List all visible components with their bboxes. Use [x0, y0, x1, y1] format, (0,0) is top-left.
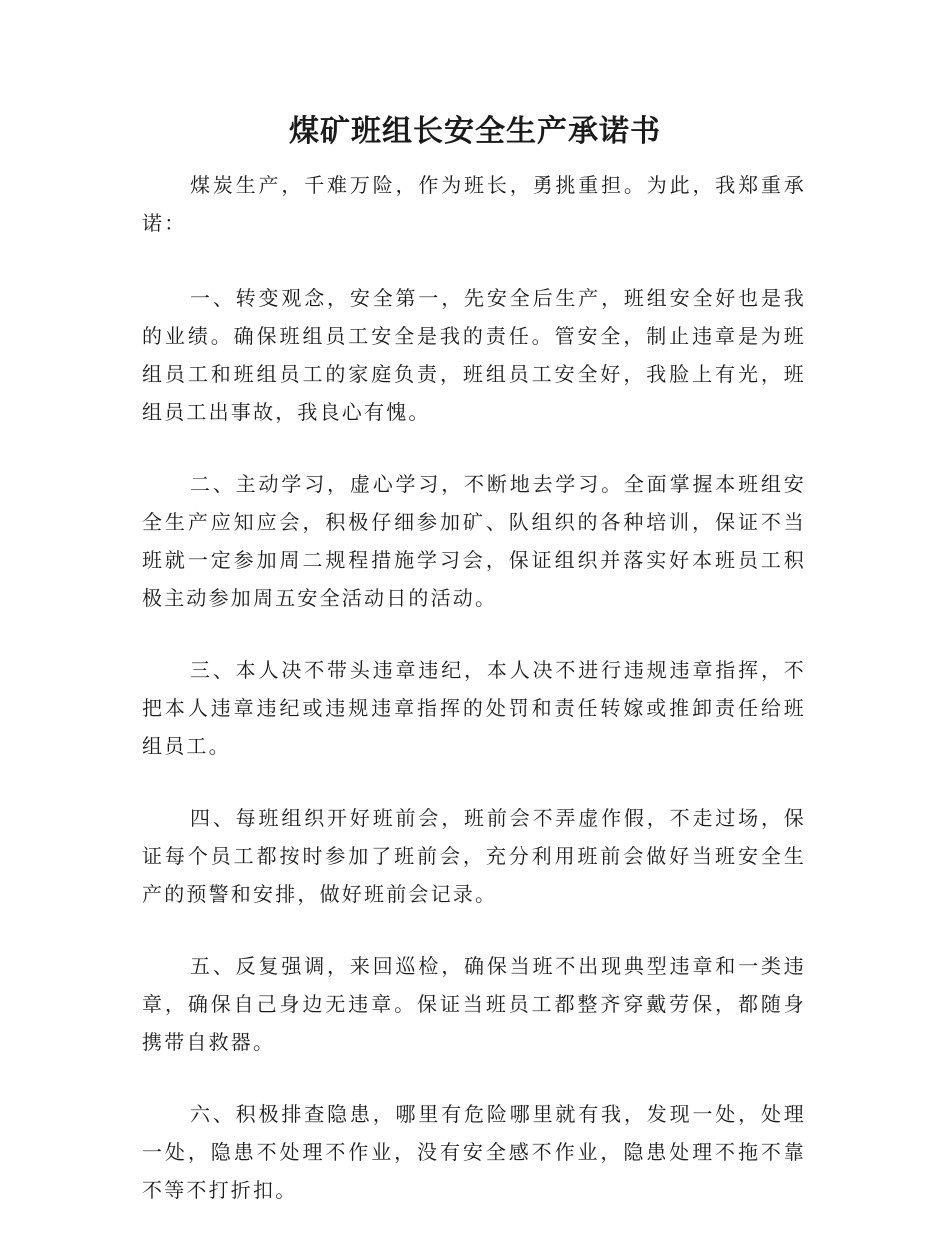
commitment-item-2: 二、主动学习，虚心学习，不断地去学习。全面掌握本班组安全生产应知应会，积极仔细参加矿、队组织的各种培训，保证不当班就一定参加周二规程措施学习会，保证组织并落实好本班员工积极主动参加周五安全活动日的活动。: [142, 472, 806, 610]
document-body: [142, 166, 806, 1243]
commitment-item-3: 三、本人决不带头违章违纪，本人决不进行违规违章指挥，不把本人违章违纪或违规违章指挥的处罚和责任转嫁或推卸责任给班组员工。: [142, 658, 806, 758]
commitment-item-1: 一、转变观念，安全第一，先安全后生产，班组安全好也是我的业绩。确保班组员工安全是我的责任。管安全，制止违章是为班组员工和班组员工的家庭负责，班组员工安全好，我脸上有光，班组员工出事故，我良心有愧。: [142, 286, 806, 424]
commitment-item-5: 五、反复强调，来回巡检，确保当班不出现典型违章和一类违章，确保自己身边无违章。保证当班员工都整齐穿戴劳保，都随身携带自救器。: [142, 954, 806, 1054]
commitment-item-6: 六、积极排查隐患，哪里有危险哪里就有我，发现一处，处理一处，隐患不处理不作业，没有安全感不作业，隐患处理不拖不靠不等不打折扣。: [142, 1102, 806, 1202]
commitment-item-4: 四、每班组织开好班前会，班前会不弄虚作假，不走过场，保证每个员工都按时参加了班前会，充分利用班前会做好当班安全生产的预警和安排，做好班前会记录。: [142, 806, 806, 906]
intro-paragraph: 煤炭生产，千难万险，作为班长，勇挑重担。为此，我郑重承诺：: [142, 173, 806, 235]
document-title: 煤矿班组长安全生产承诺书: [289, 114, 661, 149]
